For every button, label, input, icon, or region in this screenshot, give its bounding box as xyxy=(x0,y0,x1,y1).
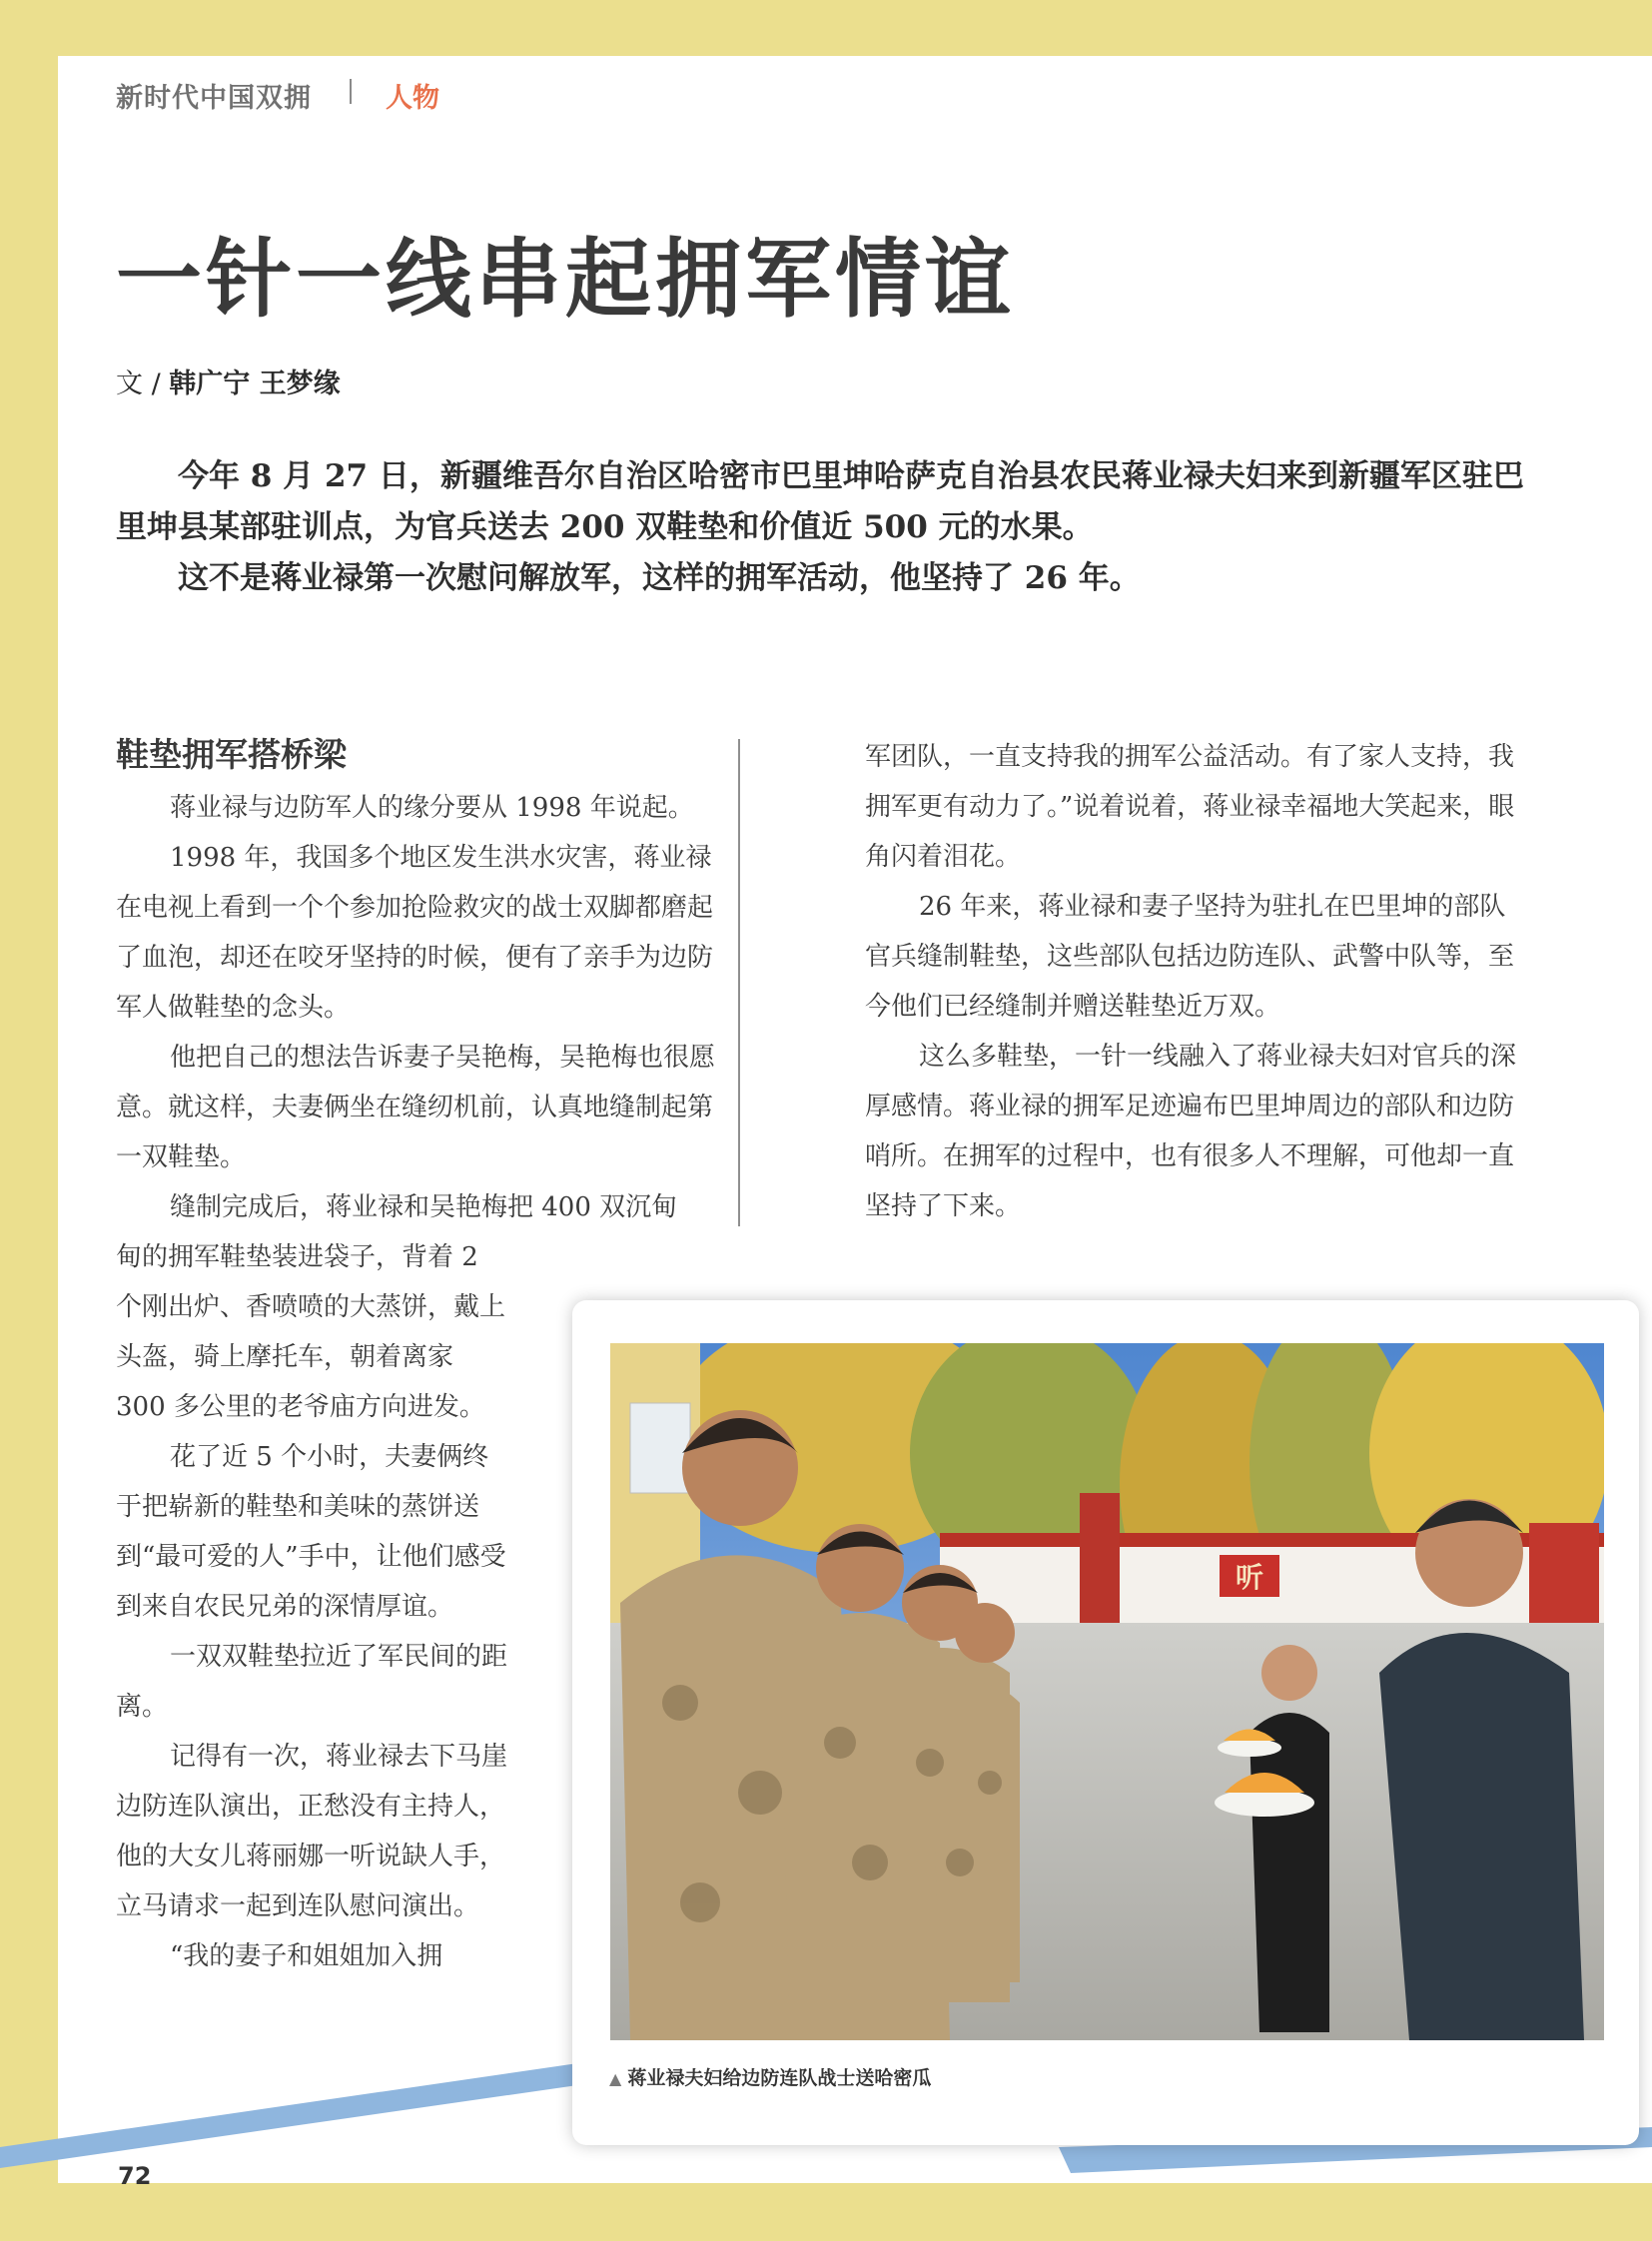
column-divider xyxy=(738,739,740,1226)
body-paragraph: 花了近 5 个小时，夫妻俩终于把崭新的鞋垫和美味的蒸饼送到“最可爱的人”手中，让他们感受到来自农民兄弟的深情厚谊。 xyxy=(116,1442,506,1622)
body-paragraph: 一双双鞋垫拉近了军民间的距离。 xyxy=(116,1642,508,1722)
caption-text: 蒋业禄夫妇给边防连队战士送哈密瓜 xyxy=(627,2067,932,2089)
body-paragraph: 蒋业禄与边防军人的缘分要从 1998 年说起。 xyxy=(170,793,694,823)
body-paragraph: “我的妻子和姐姐加入拥 xyxy=(170,1941,443,1971)
photo-sign: 听 xyxy=(1235,1561,1264,1594)
lead-paragraph: 今年 8 月 27 日，新疆维吾尔自治区哈密市巴里坤哈萨克自治县农民蒋业禄夫妇来到新疆军区驻巴里坤县某部驻训点，为官兵送去 200 双鞋垫和价值近 500 元的水果。 xyxy=(116,458,1524,545)
article-photo xyxy=(610,1343,1604,2040)
column-label: 人物 xyxy=(386,83,439,114)
body-paragraph: 26 年来，蒋业禄和妻子坚持为驻扎在巴里坤的部队官兵缝制鞋垫，这些部队包括边防连队、武警中队等，至今他们已经缝制并赠送鞋垫近万双。 xyxy=(865,892,1515,1022)
left-column-bottom xyxy=(116,1232,510,1981)
page-number: 72 xyxy=(118,2162,152,2190)
section-label: 新时代中国双拥 xyxy=(116,83,312,114)
photo-caption xyxy=(609,2063,931,2090)
caption-triangle-icon: ▲ xyxy=(609,2069,622,2088)
photo-illustration xyxy=(610,1343,1604,2040)
body-paragraph: 这么多鞋垫，一针一线融入了蒋业禄夫妇对官兵的深厚感情。蒋业禄的拥军足迹遍布巴里坤周边的部队和边防哨所。在拥军的过程中，也有很多人不理解，可他却一直坚持了下来。 xyxy=(865,1042,1517,1221)
right-column xyxy=(865,732,1529,1231)
left-column-top xyxy=(116,783,720,1232)
body-paragraph: 记得有一次，蒋业禄去下马崖边防连队演出，正愁没有主持人，他的大女儿蒋丽娜一听说缺人手，立马请求一起到连队慰问演出。 xyxy=(116,1742,508,1921)
section-subhead: 鞋垫拥军搭桥梁 xyxy=(116,735,347,774)
header-divider xyxy=(350,79,352,104)
blue-stripe-left xyxy=(0,2057,622,2168)
body-paragraph: 军团队，一直支持我的拥军公益活动。有了家人支持，我拥军更有动力了。”说着说着，蒋业禄幸福地大笑起来，眼角闪着泪花。 xyxy=(865,742,1515,872)
body-paragraph: 1998 年，我国多个地区发生洪水灾害，蒋业禄在电视上看到一个个参加抢险救灾的战士双脚都磨起了血泡，却还在咬牙坚持的时候，便有了亲手为边防军人做鞋垫的念头。 xyxy=(116,843,714,1023)
byline-authors: 韩广宁 王梦缘 xyxy=(169,369,341,399)
byline-prefix: 文 / xyxy=(116,369,170,399)
article-title: 一针一线串起拥军情谊 xyxy=(116,229,1015,330)
body-paragraph: 缝制完成后，蒋业禄和吴艳梅把 400 双沉甸 xyxy=(170,1192,678,1222)
lead-paragraph: 这不是蒋业禄第一次慰问解放军，这样的拥军活动，他坚持了 26 年。 xyxy=(178,560,1141,596)
lead-paragraphs xyxy=(116,451,1534,604)
body-paragraph: 他把自己的想法告诉妻子吴艳梅，吴艳梅也很愿意。就这样，夫妻俩坐在缝纫机前，认真地缝制起第一双鞋垫。 xyxy=(116,1043,716,1172)
body-paragraph: 甸的拥军鞋垫装进袋子，背着 2 个刚出炉、香喷喷的大蒸饼，戴上头盔，骑上摩托车，朝着离家 300 多公里的老爷庙方向进发。 xyxy=(116,1242,506,1422)
byline xyxy=(116,362,341,400)
